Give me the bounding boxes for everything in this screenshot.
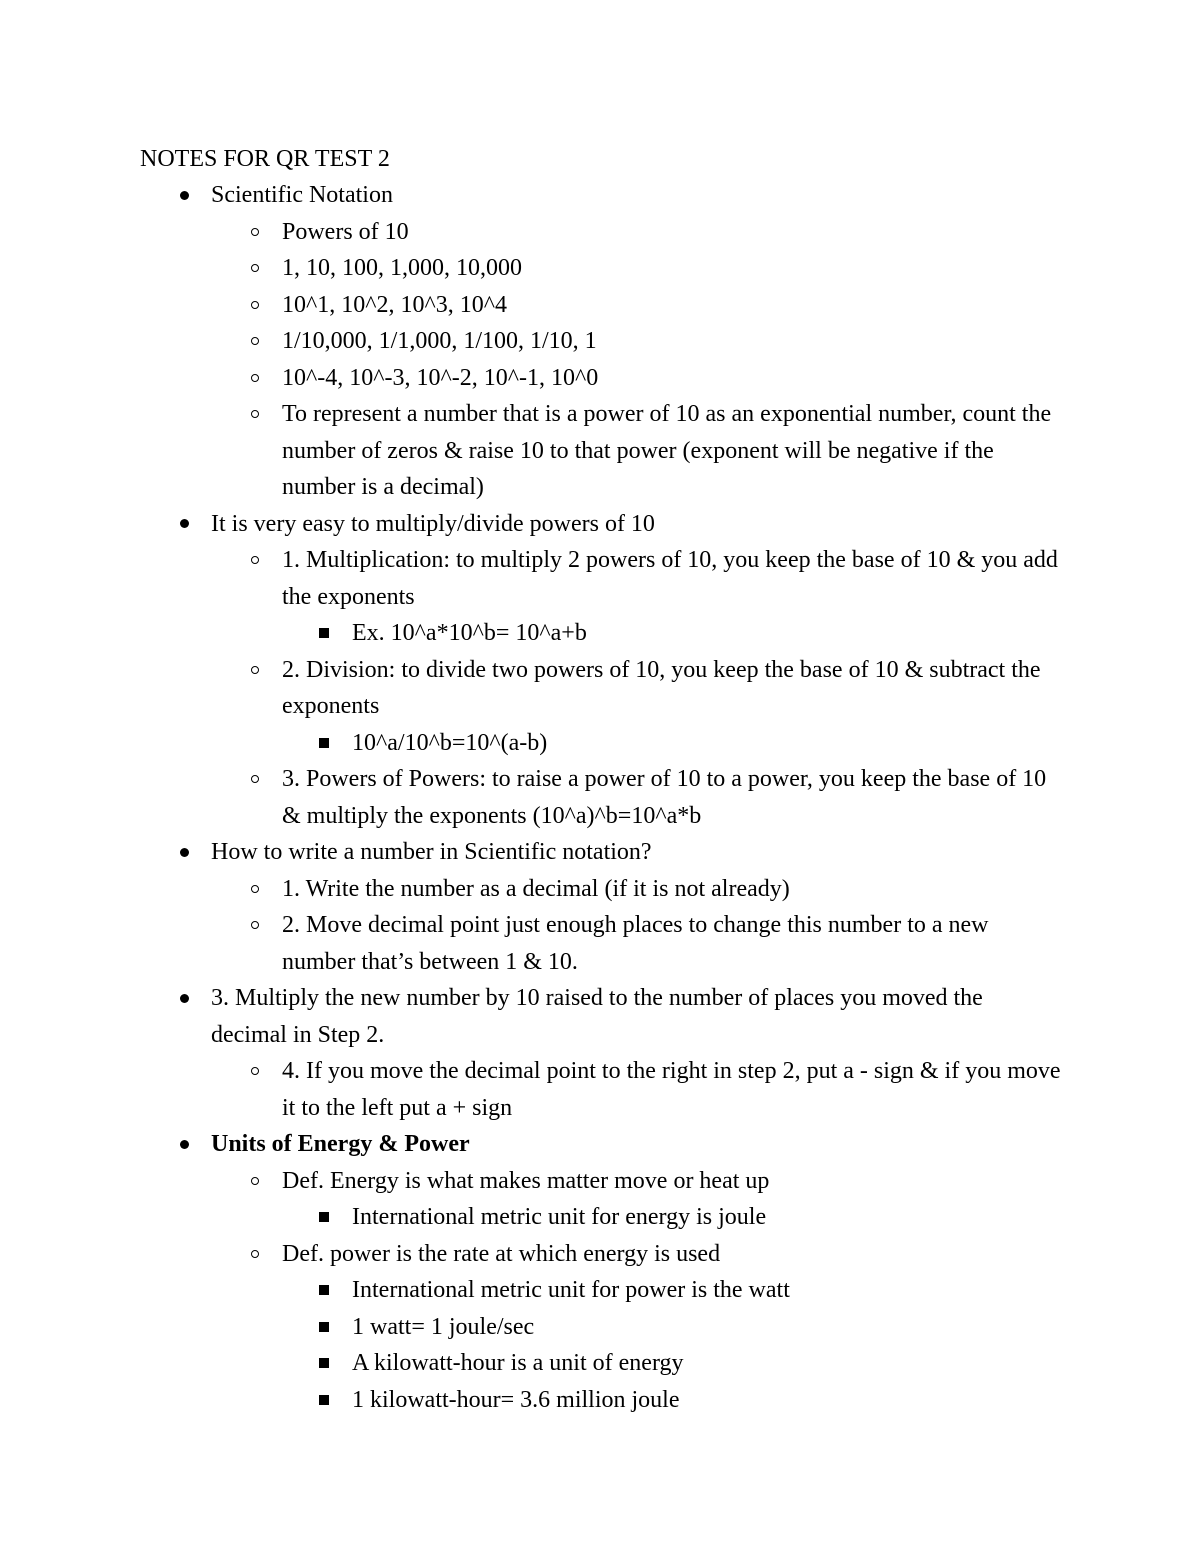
list-item-text: 1. Multiplication: to multiply 2 powers of 10, you keep the base of 10 & you add the exponents xyxy=(282,547,1058,610)
list-item xyxy=(0,652,1062,725)
list-item xyxy=(0,250,1062,287)
list-item-text: Scientific Notation xyxy=(211,182,393,208)
hollow-circle-bullet-icon xyxy=(247,907,263,944)
filled-circle-bullet-icon xyxy=(176,506,192,543)
list-item xyxy=(0,542,1062,615)
hollow-circle-bullet-icon xyxy=(247,652,263,689)
list-item-text: 10^-4, 10^-3, 10^-2, 10^-1, 10^0 xyxy=(282,364,599,391)
list-item-text: Def. power is the rate at which energy is used xyxy=(282,1240,721,1267)
list-item-text: Def. Energy is what makes matter move or heat up xyxy=(282,1167,770,1194)
list-item xyxy=(0,214,1062,251)
filled-circle-bullet-icon xyxy=(176,177,192,214)
list-item xyxy=(0,834,1061,871)
list-item xyxy=(0,980,1061,1053)
square-bullet-icon xyxy=(316,1199,332,1236)
list-item xyxy=(0,871,1062,908)
list-item xyxy=(0,360,1062,397)
list-item-text: International metric unit for energy is joule xyxy=(352,1204,767,1230)
list-item xyxy=(0,323,1062,360)
list-item-text: How to write a number in Scientific notation? xyxy=(211,839,652,865)
list-item xyxy=(0,396,1062,506)
filled-circle-bullet-icon xyxy=(176,834,192,871)
hollow-circle-bullet-icon xyxy=(247,871,263,908)
list-item-text: 1, 10, 100, 1,000, 10,000 xyxy=(282,255,522,281)
hollow-circle-bullet-icon xyxy=(247,1236,263,1273)
hollow-circle-bullet-icon xyxy=(247,542,263,579)
square-bullet-icon xyxy=(316,1272,332,1309)
list-item-text: 3. Multiply the new number by 10 raised to the number of places you moved the decimal in Step 2. xyxy=(211,985,983,1048)
list-item xyxy=(0,1309,1062,1346)
hollow-circle-bullet-icon xyxy=(247,396,263,433)
list-item-text: 10^a/10^b=10^(a-b) xyxy=(352,729,548,756)
square-bullet-icon xyxy=(316,1309,332,1346)
square-bullet-icon xyxy=(316,615,332,652)
list-item-text: 3. Powers of Powers: to raise a power of 10 to a power, you keep the base of 10 & multiply the exponents (10^a)^b=10^a*b xyxy=(282,766,1047,829)
list-item xyxy=(0,506,1061,543)
list-item-text: International metric unit for power is the watt xyxy=(352,1277,790,1303)
list-item xyxy=(0,1163,1062,1200)
list-item xyxy=(0,1272,1062,1309)
list-item-text: 10^1, 10^2, 10^3, 10^4 xyxy=(282,291,508,318)
list-item xyxy=(0,1053,1062,1126)
square-bullet-icon xyxy=(316,1382,332,1419)
hollow-circle-bullet-icon xyxy=(247,214,263,251)
list-item-text: 4. If you move the decimal point to the right in step 2, put a - sign & if you move it to the left put a + sign xyxy=(282,1058,1061,1121)
list-item-text: 1 kilowatt-hour= 3.6 million joule xyxy=(352,1386,680,1413)
list-item-text: Ex. 10^a*10^b= 10^a+b xyxy=(352,620,587,646)
list-item-text: 1 watt= 1 joule/sec xyxy=(352,1313,535,1340)
list-item-text: Powers of 10 xyxy=(282,218,409,245)
list-item-text: It is very easy to multiply/divide powers of 10 xyxy=(211,510,655,537)
list-item xyxy=(0,1382,1062,1419)
list-item xyxy=(0,1236,1062,1273)
hollow-circle-bullet-icon xyxy=(247,1053,263,1090)
hollow-circle-bullet-icon xyxy=(247,250,263,287)
list-item xyxy=(0,1345,1062,1382)
hollow-circle-bullet-icon xyxy=(247,1163,263,1200)
list-item-text: 1. Write the number as a decimal (if it is not already) xyxy=(282,875,790,902)
list-item xyxy=(0,1199,1062,1236)
list-item-text: To represent a number that is a power of 10 as an exponential number, count the number of zeros & raise 10 to that power (exponent will be negative if the number is a decimal) xyxy=(282,401,1052,500)
list-item xyxy=(0,761,1062,834)
list-item-text: Units of Energy & Power xyxy=(211,1131,470,1157)
list-item-text: 2. Division: to divide two powers of 10, you keep the base of 10 & subtract the exponents xyxy=(282,656,1041,719)
list-item-text: A kilowatt-hour is a unit of energy xyxy=(352,1350,684,1376)
notes-list xyxy=(0,177,1200,1418)
hollow-circle-bullet-icon xyxy=(247,360,263,397)
list-item xyxy=(0,907,1062,980)
filled-circle-bullet-icon xyxy=(176,1126,192,1163)
hollow-circle-bullet-icon xyxy=(247,761,263,798)
hollow-circle-bullet-icon xyxy=(247,323,263,360)
page-title: NOTES FOR QR TEST 2 xyxy=(140,146,390,172)
list-item-text: 1/10,000, 1/1,000, 1/100, 1/10, 1 xyxy=(282,328,597,354)
list-item xyxy=(0,615,1062,652)
filled-circle-bullet-icon xyxy=(176,980,192,1017)
list-item xyxy=(0,725,1062,762)
list-item xyxy=(0,287,1062,324)
list-item xyxy=(0,177,1061,214)
square-bullet-icon xyxy=(316,725,332,762)
list-item-text: 2. Move decimal point just enough places to change this number to a new number that’s between 1 & 10. xyxy=(282,912,989,975)
square-bullet-icon xyxy=(316,1345,332,1382)
hollow-circle-bullet-icon xyxy=(247,287,263,324)
list-item xyxy=(0,1126,1061,1163)
